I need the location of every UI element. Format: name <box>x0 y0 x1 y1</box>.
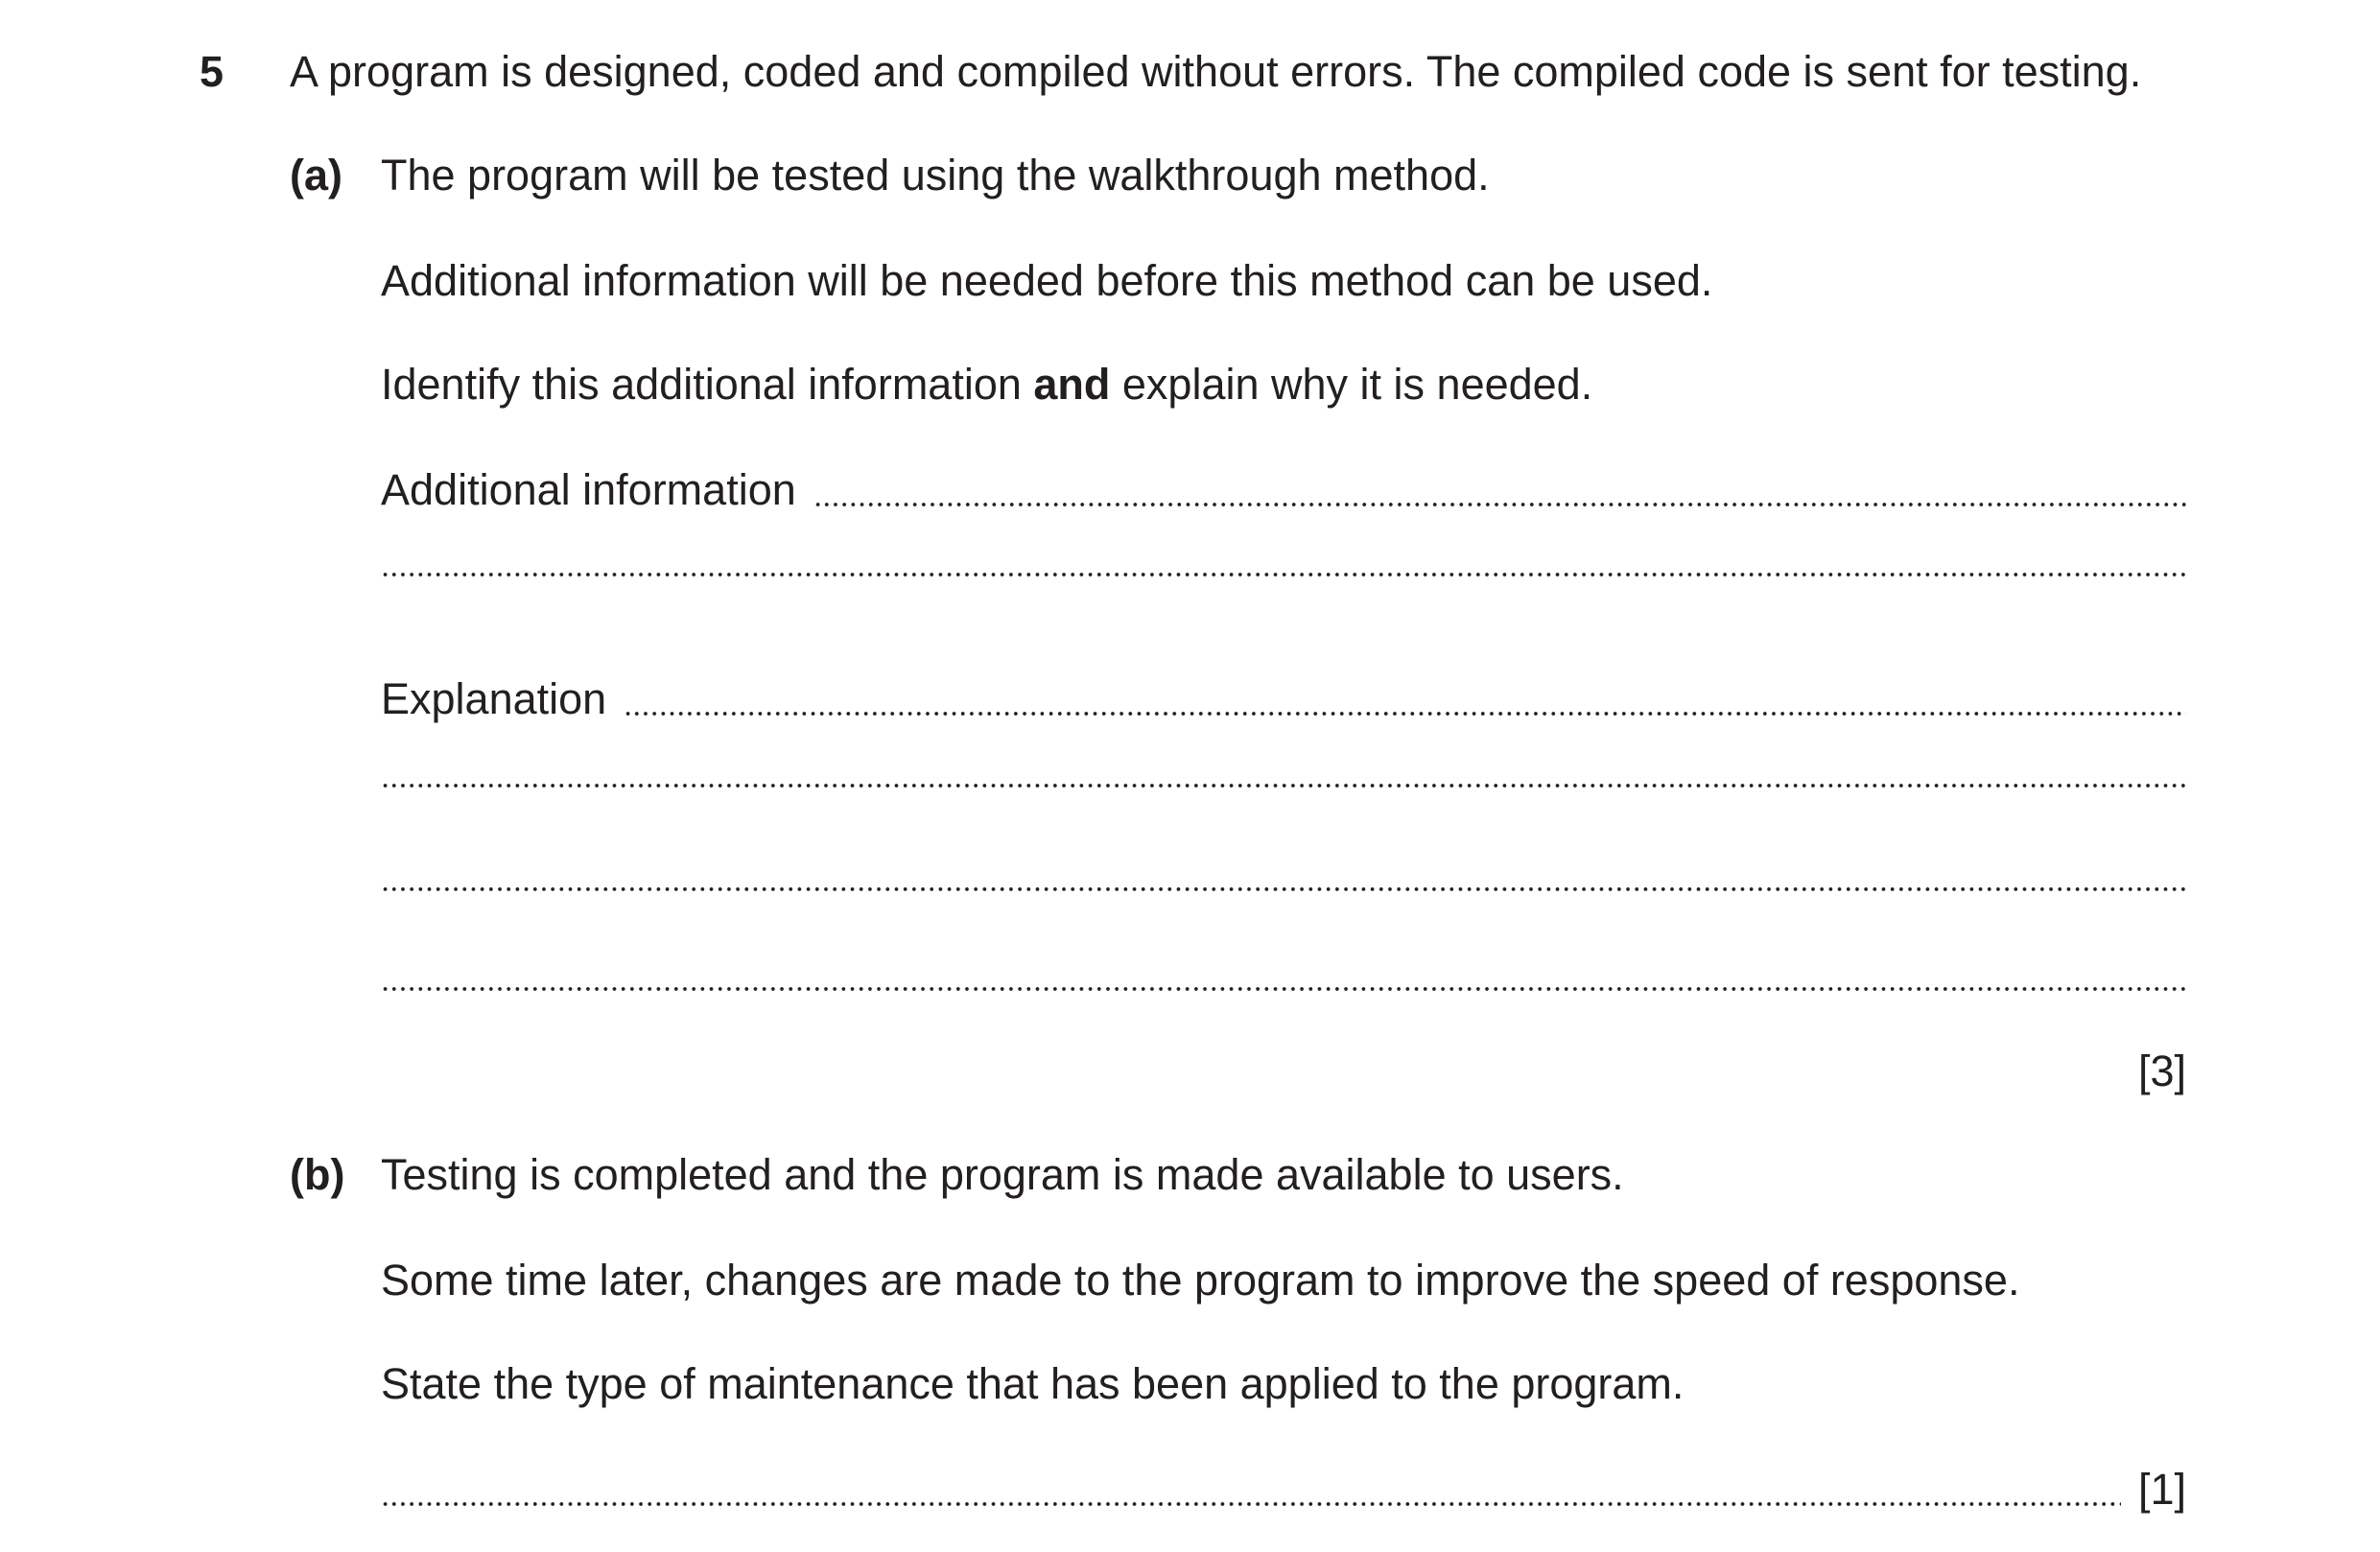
answer-line[interactable] <box>381 886 2186 892</box>
answer-label-additional-information: Additional information <box>381 465 796 514</box>
answer-row-explanation-3[interactable] <box>381 886 2186 896</box>
answer-row-additional-information-2[interactable] <box>381 572 2186 581</box>
part-b-marks: [1] <box>2137 1465 2186 1514</box>
answer-line[interactable] <box>381 1501 2121 1507</box>
part-b-line-1: Testing is completed and the program is made available to users. <box>381 1150 1624 1199</box>
part-a-instruction-bold: and <box>1033 360 1111 409</box>
answer-row-explanation-2[interactable] <box>381 783 2186 792</box>
answer-row-part-b[interactable] <box>381 1465 2186 1514</box>
answer-line[interactable] <box>381 572 2186 577</box>
question-number: 5 <box>200 47 224 96</box>
part-b-line-2: Some time later, changes are made to the program to improve the speed of response. <box>381 1256 2020 1305</box>
answer-row-explanation[interactable] <box>381 674 2186 723</box>
part-a-marks: [3] <box>2137 1046 2186 1095</box>
answer-line[interactable] <box>813 502 2186 507</box>
question-stem: A program is designed, coded and compiled without errors. The compiled code is sent for testing. <box>290 47 2142 96</box>
answer-line[interactable] <box>624 711 2186 717</box>
part-a-instruction-end: explain why it is needed. <box>1110 360 1593 409</box>
answer-line[interactable] <box>381 783 2186 788</box>
answer-row-explanation-4[interactable] <box>381 986 2186 996</box>
answer-row-additional-information[interactable] <box>381 465 2186 514</box>
part-a-instruction <box>381 360 1593 409</box>
part-b-instruction: State the type of maintenance that has been applied to the program. <box>381 1359 1685 1408</box>
part-b-label: (b) <box>290 1150 345 1199</box>
answer-line[interactable] <box>381 986 2186 992</box>
part-a-line-1: The program will be tested using the walkthrough method. <box>381 151 1490 200</box>
part-a-instruction-start: Identify this additional information <box>381 360 1034 409</box>
answer-label-explanation: Explanation <box>381 674 607 723</box>
part-a-line-2: Additional information will be needed before this method can be used. <box>381 256 1713 305</box>
part-a-label: (a) <box>290 151 342 200</box>
